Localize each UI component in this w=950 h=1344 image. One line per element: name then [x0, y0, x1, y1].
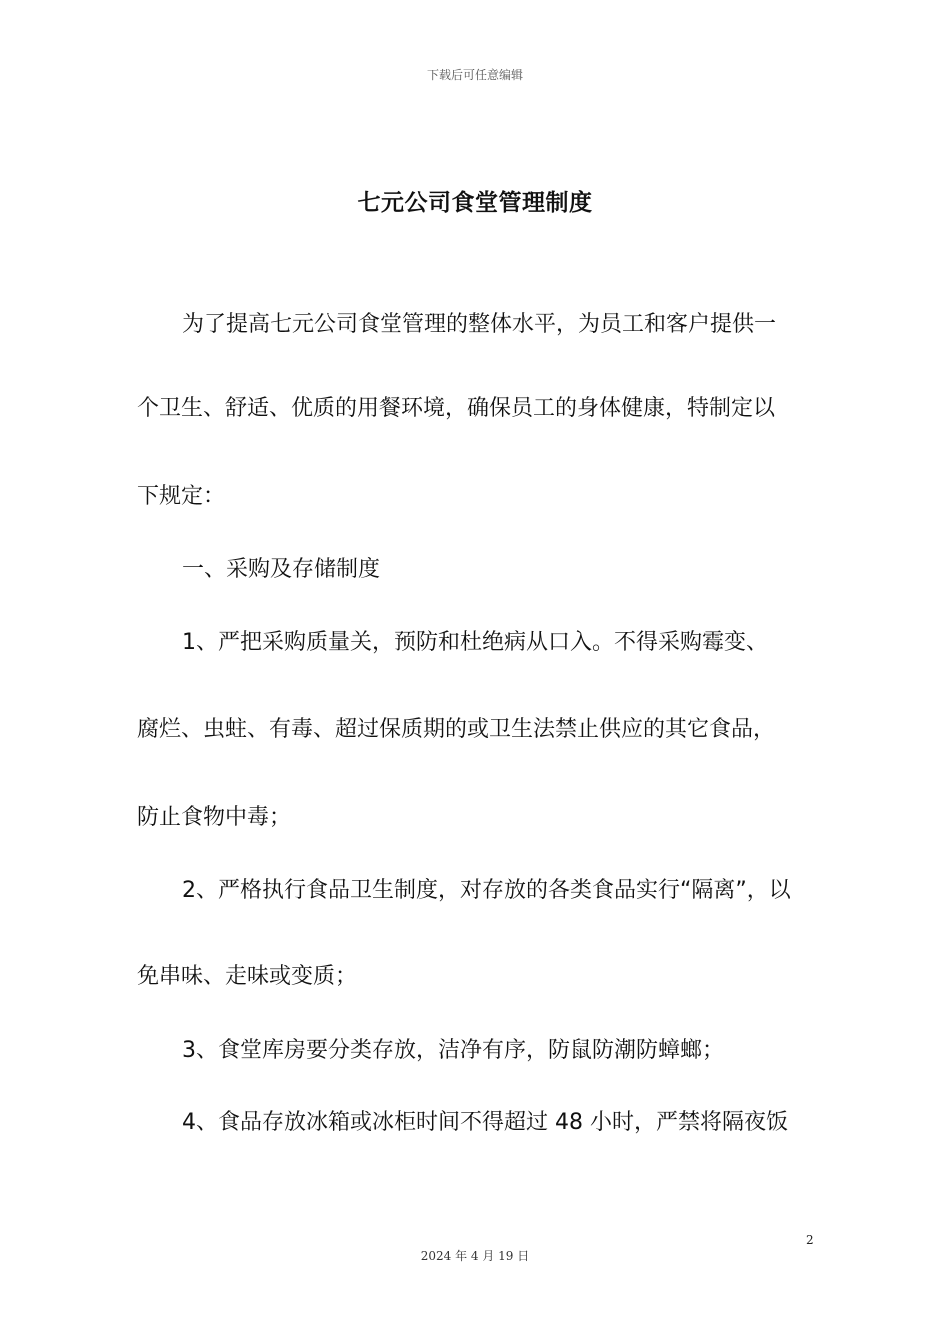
paragraph-line: 为了提高七元公司食堂管理的整体水平，为员工和客户提供一	[182, 312, 777, 337]
section-heading: 一、采购及存储制度	[182, 557, 381, 582]
paragraph-line: 1、严把采购质量关，预防和杜绝病从口入。不得采购霉变、	[182, 630, 768, 655]
paragraph-line: 下规定：	[137, 484, 226, 509]
page-number: 2	[806, 1233, 814, 1247]
paragraph-line: 免串味、走味或变质；	[137, 964, 358, 989]
document-title: 七元公司食堂管理制度	[357, 190, 593, 216]
header-note: 下载后可任意编辑	[426, 68, 523, 82]
paragraph-line: 防止食物中毒；	[137, 805, 292, 830]
paragraph-line: 3、食堂库房要分类存放，洁净有序，防鼠防潮防蟑螂；	[182, 1038, 724, 1063]
paragraph-line: 腐烂、虫蛀、有毒、超过保质期的或卫生法禁止供应的其它食品，	[137, 717, 776, 742]
paragraph-line: 2、严格执行食品卫生制度，对存放的各类食品实行“隔离”，以	[182, 878, 791, 903]
paragraph-line: 个卫生、舒适、优质的用餐环境，确保员工的身体健康，特制定以	[137, 396, 776, 421]
paragraph-line: 4、食品存放冰箱或冰柜时间不得超过 48 小时，严禁将隔夜饭	[182, 1110, 788, 1135]
footer-date: 2024 年 4 月 19 日	[420, 1249, 530, 1263]
